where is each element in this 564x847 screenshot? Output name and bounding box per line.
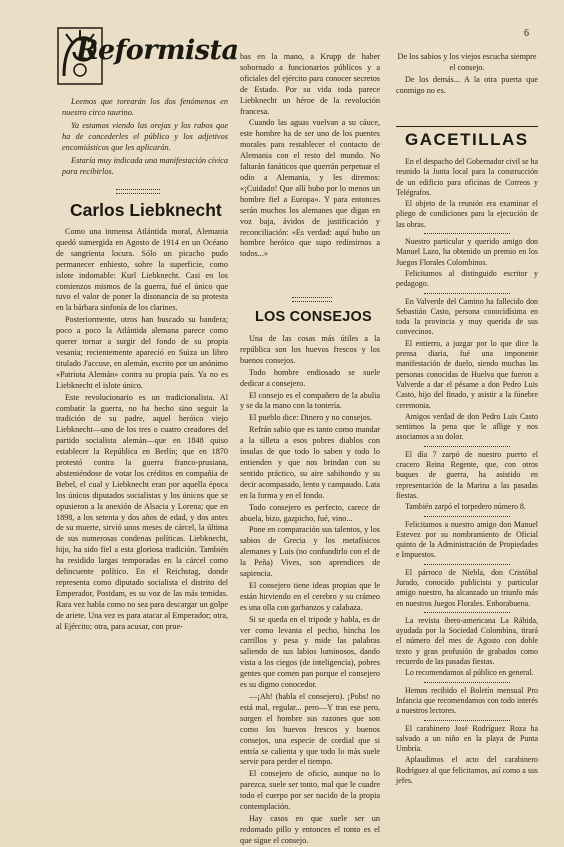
gacetillas-heading: GACETILLAS [405,130,529,149]
article-paragraph: El consejero de oficio, aunque no lo parezca, suele ser tonto, mal que le cuadre todo el cuerpo por ser nacido de la propia contemplación. [240,769,380,812]
article-paragraph: Una de las cosas más útiles a la república son los huevos frescos y los buenos consejos. [240,334,380,365]
section-rule [396,126,538,127]
article-paragraph: Refrán sabio que es tanto como mandar a la silleta a esos pobres diablos con ínsulas de que todo lo saben y todo lo entienden y que nos brindan con su sentido práctico, su aire sabihondo y su decir acompasado, lento y campaudo. Lata en la forma y en el fondo. [240,425,380,500]
article-paragraph: Posteriormente, otros han buscado su bandera; poco a poco la Atlántida alemana parece como querer tornar a surgir del fondo de su propia vesania; recientemente apareció en Suiza un libro titulado J'accuse, en alemán, escrito por un anónimo «Patriota Alemán» contra su propia país. Ya no es Liebknecht el islote único. [56,315,228,390]
epigraph-line: Leemos que torearán los dos fenómenos en nuestro circo taurino. [62,97,228,117]
article-paragraph: De los sabios y los viejos escucha siempre el consejo. [397,52,537,72]
item-divider [424,682,510,683]
article-paragraph: Como una inmensa Atlántida moral, Alemania quedó sumergida en Agosto de 1914 en un Océano de sangrienta locura. Sólo un picacho pudo permanecer enhiesto, sobre la superficie, como islote indomable: Kurl Liebknecht. Casi en los comienzos mismos de la guerra, fué el único que tuvo el valor de poner la disonancia de su protesta en la bárbara sinfonía de los clarines. [56,227,228,313]
news-item: Nuestro particular y querido amigo don Manuel Lazo, ha obtenido un premio en los Juegos Florales Colombinos. [396,237,538,267]
article-paragraph: Cuando las aguas vuelvan a su cáuce, este hombre ha de ser uno de los puentes morales para restablecer el contacto de Alemania con el resto del mundo. No faltarán fanáticos que querrán perpetuar el odio a Alemania, y les diremos: «¡Cuidado! Que allí hubo por lo menos un hombre fiel a Europa». Y para entonces serán muchos los alemanes que digan en voz baja, ávidos de justificación y reconciliación: «Es verdad: aquí hubo un hombre heróico que supo redimirnos a todos...» [240,118,380,259]
consejos-heading: LOS CONSEJOS [255,309,372,325]
item-divider [424,612,510,613]
masthead [56,26,239,86]
article-paragraph: bas en la mano, a Krupp de haber sobornado a funcionarios públicos y a oficiales del ejército para conocer secretos de Estado. Por su vida toda parece Liebknecht un héroe de la revolución francesa. [240,52,380,116]
article-paragraph: Todo consejero es perfecto, carece de abuela, bizo, gazpicho, fué, vino... [240,502,380,523]
article-paragraph: El pueblo dice: Dinero y no consejos. [249,413,373,423]
item-divider [424,516,510,517]
news-item: Felicitamos a nuestro amigo don Manuel Estevez por su nombramiento de Oficial quinto de la Administración de Propiedades e Impuestos. [396,519,538,560]
news-item: Aplaudimos el acto del carabinero Rodríguez al que felicitamos, así como a sus jefes. [396,755,538,786]
liebknecht-continuation [240,52,380,260]
ornament-divider [292,297,332,302]
item-divider [424,293,510,294]
news-item: Hemos recibido el Boletín mensual Pro Infancia que recomendamos con todo interés a nuestros lectores. [396,685,538,716]
liebknecht-heading: Carlos Liebknecht [70,200,222,220]
news-item: En el despacho del Gobernador civil se ha reunido la Junta local para la construcción de un edificio para oficinas de Correos y Telégrafos. [396,157,538,197]
article-paragraph: Este revolucionario es un tradicionalista. Al combatir la guerra, no ha hecho sino seguir la tradición de su padre, aquel heróico viejo Liebknecht—uno de los tres o cuatro creadores del partido socialista alemán—que en 1848 quiso establecer la República en Berlín; que en 1870 protestó contra la guerra franco-prusiana, absteniéndose de votar los créditos en compañía de Bebel, el cual y Liebknecht eran por aquella época los únicos diputados socialistas y los únicos que se opusieron a la anexión de Alsacia y Lorena; que en 1898, a los setenta y dos años de edad, y dos antes de su muerte, sirvió unos meses de cárcel, la última de sus numerosas condenas políticas. Liebknecht, hijo, ha sido fiel a esta gloriosa tradición. También ha residido largas temporadas en la cárcel como delincuente político. En el Reichstag, donde representa como diputado socialista el distrito del Emperador, Postdam, es su voz de las más temidas. Rara vez habla como no sea para descargar un golpe de ariete. Una vez es para atacar al Emperador; otra, al Ejército; otra, para acusar, con prue- [56,392,228,631]
news-item: Lo recomendamos al público en general. [405,668,534,678]
news-item: El entierro, a juzgar por lo que dice la prensa diaria, fué una imponente manifestación de duelo, siendo muchas las personas conocidas de Huelva que fueron a Valverde a dar el pésame a don Pedro Luis Casto, hijo del finado, y asistir a la fúnebre ceremonia. [396,338,538,410]
article-paragraph: El consejo es el compañero de la abulia y se da la mano con la tontería. [240,390,380,411]
article-paragraph: Todo hombre endiosado se suele dedicar a consejero. [240,367,380,388]
ornament-divider [116,189,160,194]
news-item: En Valverde del Camino ha fallecido don Sebastián Casto, persona conocidísima en toda la provincia y muy querida de sus convecinos. [396,296,538,337]
news-item: Amigos verdad de don Pedro Luis Casto sentimos la pena que le aflige y nos asociamos a su dolor. [396,411,538,442]
news-item: Felicitamos al distinguido escritor y pedagogo. [396,268,538,289]
article-paragraph: Pone en comparación sus talentos, y los sabios de Grecia y los metafísicos alemanes y Luis (no confundirlo con el de la Peña) Vives, son aprendices de sapiencia. [240,525,380,579]
news-item: El día 7 zarpó de nuestro puerto el crucero Reina Regente, que, con otros buques de guerra, ha asistido en representación de la Marina a las pasadas fiestas. [396,449,538,500]
article-paragraph: Hay casos en que suele ser un redomado pillo y entonces el tonto es el que sigue el consejo. [240,813,380,845]
liebknecht-article [56,227,228,633]
article-paragraph: De los demás... A la otra puerta que conmigo no es. [396,74,538,95]
item-divider [424,720,510,721]
news-item: El carabinero José Rodríguez Roza ha salvado a un niño en la playa de Punta Umbría. [396,723,538,754]
news-item: La revista ibero-americana La Rábida, ayudada por la Sociedad Colombina, tirará el número del mes de Agosto con doble texto y gran profusión de grabados como recuerdo de las pasadas fiestas. [396,615,538,667]
news-item: También zarpó el torpedero número 8. [405,502,526,512]
epigraph-line: Ya estamos viendo las orejas y los rabos que ha de concederles el público y los adjetivos encomiásticos que les aplicarán. [62,121,228,152]
article-paragraph: —¡Ah! (habla el consejero). ¡Pobs! no está mal, regular... pero—Y tras ese pero, surgen el hombre sus razones que son como los huevos frescos y buenos consejos, una especie de cordial que si entría se calienta y que todo lo más suele servir para perder el tiempo. [240,692,380,767]
item-divider [424,564,510,565]
item-divider [424,446,510,447]
masthead-title: Reformista [76,35,239,66]
article-paragraph: Si se queda en el tripode y habla, es de ver como levanta el pecho, hincha los carrillos y pesa y mide las palabras saliendo de sus labios luminosos, dando vista a los ciegos (de inteligencia), pobres gentes que comen pan porque el consejero es su digmo conocedor. [240,614,380,690]
article-paragraph: El consejero tiene ideas propias que le están hirviendo en el cerebro y su crámeo es una olla con garbanzos y calabaza. [240,580,380,612]
epigraph-line: Estaría muy indicada una manifestación cívica para recibirlos. [62,156,228,176]
consejos-continuation [396,52,538,97]
consejos-article [240,334,380,847]
news-item: El objeto de la reunión era examinar el pliego de condiciones para la ejecución de las obras. [396,199,538,229]
gacetillas-section [396,157,538,786]
item-divider [424,233,510,234]
page-number: 6 [524,28,529,39]
epigraph [62,96,228,179]
news-item: El párroco de Niebla, don Cristóbal Jurado, conocido publicista y particular amigo nuestro, ha alcanzado un triunfo más en nuestros Juegos Florales. Enhorabuena. [396,567,538,608]
